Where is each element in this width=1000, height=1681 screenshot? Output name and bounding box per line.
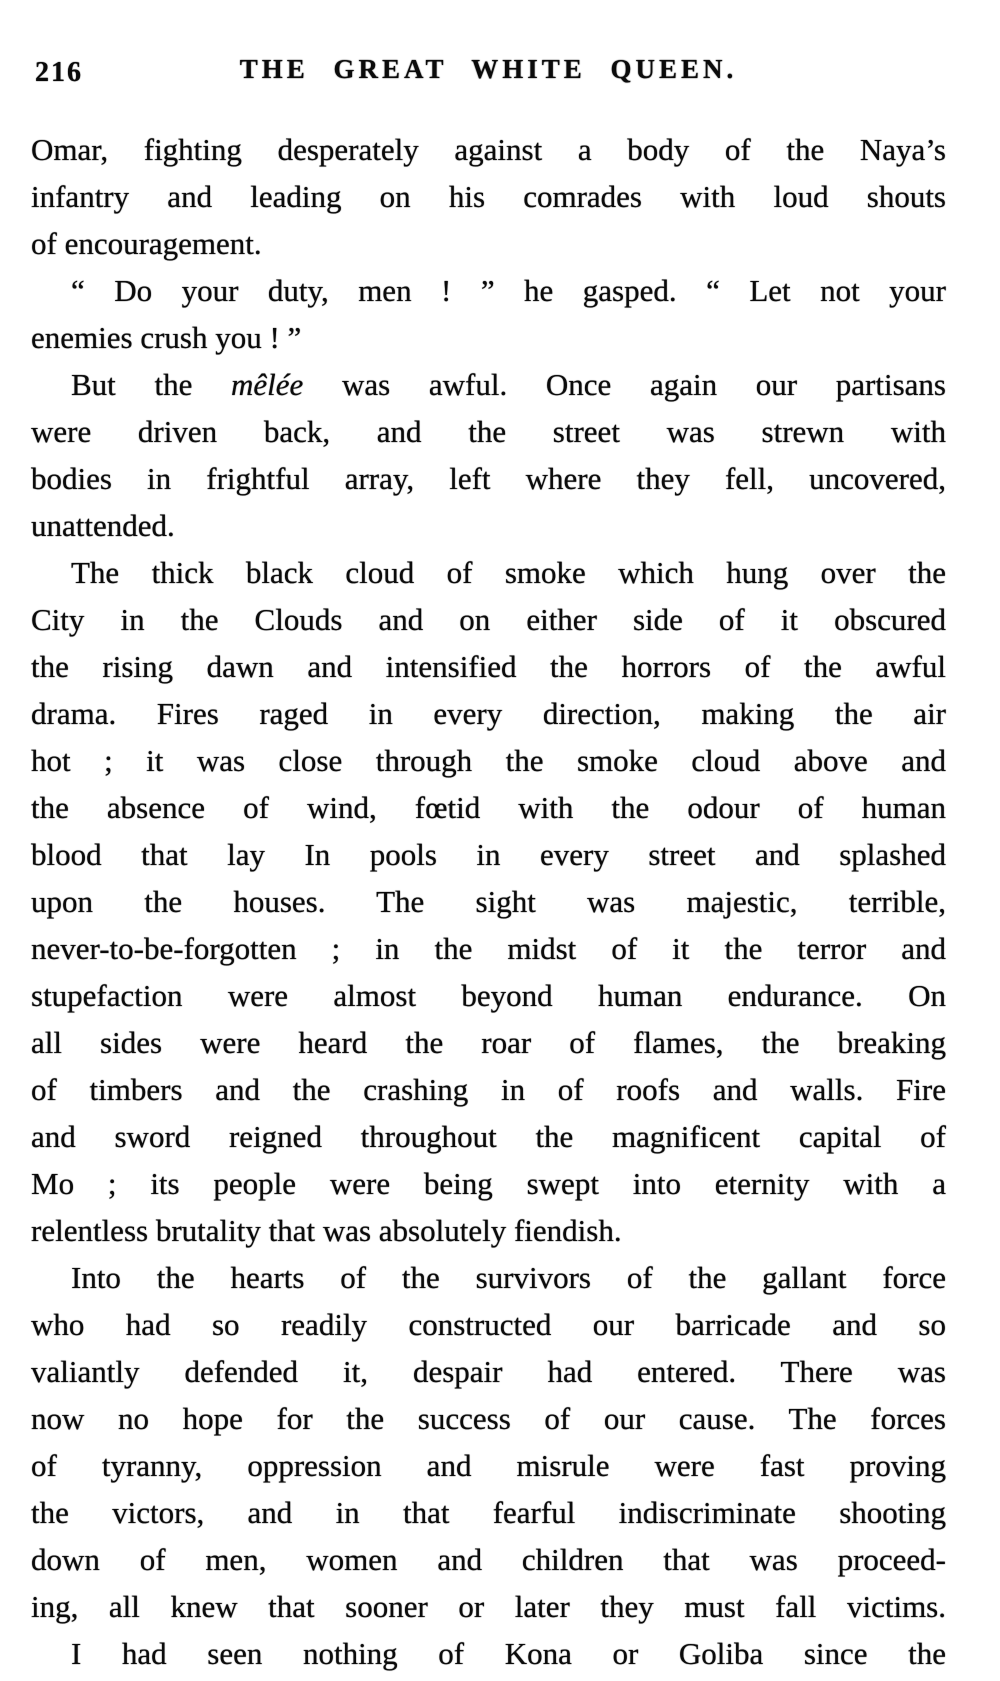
body-text: [31, 126, 946, 1677]
text-line: [31, 1348, 946, 1395]
text-line: [31, 1536, 946, 1583]
text-segment: enemies crush you ! ”: [31, 320, 302, 355]
text-segment: ing, all knew that sooner or later they must fall victims.: [31, 1589, 946, 1624]
text-line: [31, 1113, 946, 1160]
text-line: [31, 1160, 946, 1207]
text-line: [31, 455, 946, 502]
text-segment: valiantly defended it, despair had entered. There was: [31, 1354, 946, 1389]
text-line: [31, 878, 946, 925]
text-segment: “ Do your duty, men ! ” he gasped. “ Let not your: [71, 273, 946, 308]
text-segment: bodies in frightful array, left where they fell, uncovered,: [31, 461, 946, 496]
text-segment: stupefaction were almost beyond human endurance. On: [31, 978, 946, 1013]
text-line: [31, 925, 946, 972]
text-segment: But the: [71, 367, 232, 402]
text-segment: Omar, fighting desperately against a body of the Naya’s: [31, 132, 946, 167]
text-line: [31, 1254, 946, 1301]
running-title: THE GREAT WHITE QUEEN.: [239, 54, 738, 84]
text-segment: City in the Clouds and on either side of it obscured: [31, 602, 946, 637]
text-segment: unattended.: [31, 508, 175, 543]
text-segment: Into the hearts of the survivors of the gallant force: [71, 1260, 946, 1295]
text-line: [31, 173, 946, 220]
text-line: [31, 643, 946, 690]
text-line: [31, 549, 946, 596]
text-line: [31, 314, 946, 361]
text-segment: never-to-be-forgotten ; in the midst of it the terror and: [31, 931, 946, 966]
text-segment: infantry and leading on his comrades with loud shouts: [31, 179, 946, 214]
text-line: [31, 126, 946, 173]
text-line: [31, 737, 946, 784]
text-segment: now no hope for the success of our cause. The forces: [31, 1401, 946, 1436]
text-line: [31, 1395, 946, 1442]
text-segment: the absence of wind, fœtid with the odour of human: [31, 790, 946, 825]
text-line: [31, 220, 946, 267]
text-line: [31, 972, 946, 1019]
text-segment: the rising dawn and intensified the horrors of the awful: [31, 649, 946, 684]
text-segment: of tyranny, oppression and misrule were fast proving: [31, 1448, 946, 1483]
text-segment: were driven back, and the street was strewn with: [31, 414, 946, 449]
text-segment: drama. Fires raged in every direction, making the air: [31, 696, 946, 731]
text-line: [31, 1630, 946, 1677]
text-segment: of encouragement.: [31, 226, 262, 261]
text-segment: of timbers and the crashing in of roofs and walls. Fire: [31, 1072, 946, 1107]
text-segment: who had so readily constructed our barricade and so: [31, 1307, 946, 1342]
italic-text: mêlée: [231, 367, 304, 402]
text-segment: I had seen nothing of Kona or Goliba since the: [71, 1636, 946, 1671]
text-line: [31, 690, 946, 737]
text-segment: relentless brutality that was absolutely fiendish.: [31, 1213, 622, 1248]
text-segment: upon the houses. The sight was majestic, terrible,: [31, 884, 946, 919]
text-line: [31, 502, 946, 549]
text-segment: the victors, and in that fearful indiscriminate shooting: [31, 1495, 946, 1530]
text-line: [31, 1066, 946, 1113]
text-line: [31, 1019, 946, 1066]
text-line: [31, 1583, 946, 1630]
text-line: [31, 1301, 946, 1348]
text-line: [31, 267, 946, 314]
text-segment: all sides were heard the roar of flames, the breaking: [31, 1025, 946, 1060]
text-line: [31, 1207, 946, 1254]
text-line: [31, 1442, 946, 1489]
text-segment: hot ; it was close through the smoke cloud above and: [31, 743, 946, 778]
text-line: [31, 361, 946, 408]
text-segment: Mo ; its people were being swept into eternity with a: [31, 1166, 946, 1201]
text-line: [31, 596, 946, 643]
text-line: [31, 408, 946, 455]
text-line: [31, 784, 946, 831]
page-number: 216: [35, 57, 83, 88]
text-segment: was awful. Once again our partisans: [303, 367, 946, 402]
text-line: [31, 1489, 946, 1536]
text-line: [31, 831, 946, 878]
text-segment: blood that lay In pools in every street and splashed: [31, 837, 946, 872]
text-segment: The thick black cloud of smoke which hung over the: [71, 555, 946, 590]
text-segment: and sword reigned throughout the magnificent capital of: [31, 1119, 946, 1154]
page-header: [31, 54, 946, 94]
text-segment: down of men, women and children that was proceed-: [31, 1542, 946, 1577]
